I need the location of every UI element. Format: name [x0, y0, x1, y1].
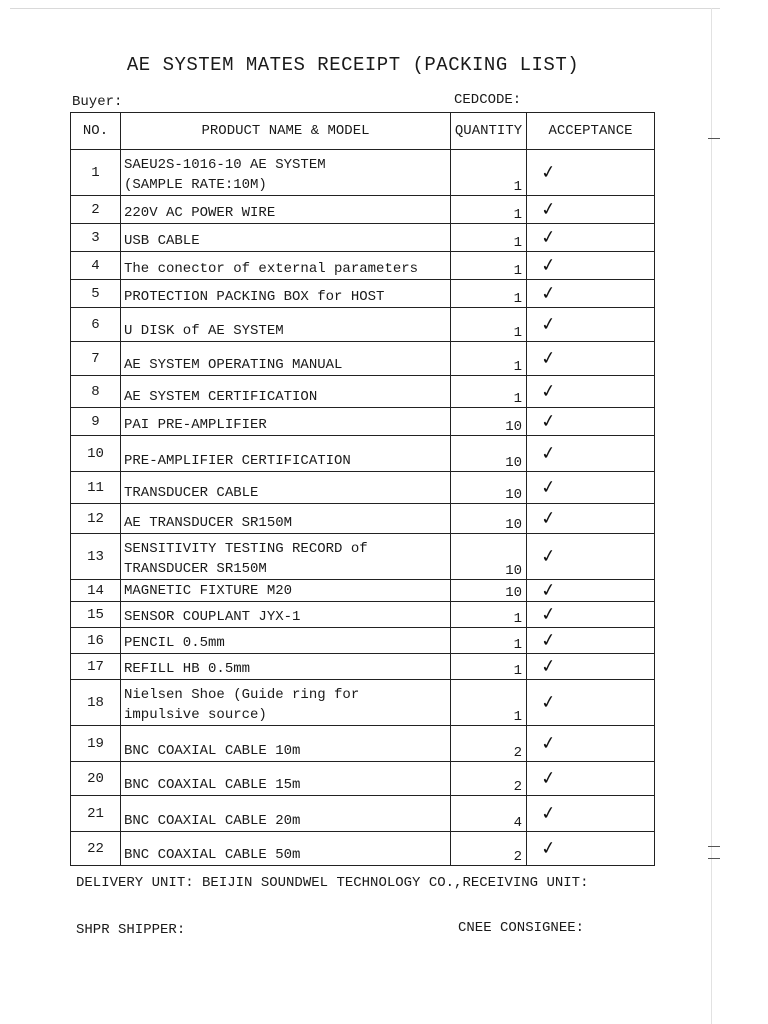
check-mark-icon: ✓: [539, 837, 558, 860]
table-row: [71, 796, 655, 832]
product-name: 220V AC POWER WIRE: [121, 196, 451, 224]
product-name: PENCIL 0.5mm: [121, 628, 451, 654]
header-acceptance: ACCEPTANCE: [527, 113, 655, 150]
consignee-label: CNEE CONSIGNEE:: [458, 920, 585, 936]
quantity: 10: [451, 534, 527, 580]
product-name: BNC COAXIAL CABLE 10m: [121, 726, 451, 762]
quantity: 10: [451, 504, 527, 534]
acceptance-cell: [527, 150, 655, 196]
table-row: [71, 224, 655, 252]
product-name: REFILL HB 0.5mm: [121, 654, 451, 680]
row-number: 5: [71, 280, 121, 308]
acceptance-cell: [527, 580, 655, 602]
quantity: 1: [451, 602, 527, 628]
row-number: 14: [71, 580, 121, 602]
acceptance-cell: [527, 762, 655, 796]
quantity: 2: [451, 762, 527, 796]
margin-mark: [708, 846, 720, 847]
product-name: The conector of external parameters: [121, 252, 451, 280]
quantity: 1: [451, 224, 527, 252]
table-row: [71, 196, 655, 224]
quantity: 1: [451, 376, 527, 408]
table-row: [71, 602, 655, 628]
check-mark-icon: ✓: [539, 732, 558, 755]
check-mark-icon: ✓: [539, 226, 558, 249]
quantity: 1: [451, 150, 527, 196]
acceptance-cell: [527, 342, 655, 376]
page-edge: [10, 8, 720, 9]
quantity: 2: [451, 726, 527, 762]
product-name: TRANSDUCER CABLE: [121, 472, 451, 504]
row-number: 20: [71, 762, 121, 796]
margin-mark: [708, 858, 720, 859]
acceptance-cell: [527, 436, 655, 472]
check-mark-icon: ✓: [539, 802, 558, 825]
table-row: [71, 150, 655, 196]
row-number: 22: [71, 832, 121, 866]
table-row: [71, 534, 655, 580]
acceptance-cell: [527, 796, 655, 832]
delivery-unit: DELIVERY UNIT: BEIJIN SOUNDWEL TECHNOLOGY CO.,RECEIVING UNIT:: [76, 875, 589, 891]
header-quantity: QUANTITY: [451, 113, 527, 150]
quantity: 1: [451, 308, 527, 342]
check-mark-icon: ✓: [539, 347, 558, 370]
acceptance-cell: [527, 726, 655, 762]
quantity: 10: [451, 436, 527, 472]
row-number: 6: [71, 308, 121, 342]
acceptance-cell: [527, 408, 655, 436]
acceptance-cell: [527, 252, 655, 280]
product-name: BNC COAXIAL CABLE 20m: [121, 796, 451, 832]
table-row: [71, 654, 655, 680]
acceptance-cell: [527, 376, 655, 408]
check-mark-icon: ✓: [539, 691, 558, 714]
table-row: [71, 832, 655, 866]
check-mark-icon: ✓: [539, 767, 558, 790]
acceptance-cell: [527, 680, 655, 726]
row-number: 9: [71, 408, 121, 436]
margin-mark: [708, 138, 720, 139]
table-row: [71, 726, 655, 762]
table-row: [71, 436, 655, 472]
page-edge-right: [711, 8, 712, 1024]
acceptance-cell: [527, 628, 655, 654]
header-product: PRODUCT NAME & MODEL: [121, 113, 451, 150]
check-mark-icon: ✓: [539, 161, 558, 184]
buyer-label: Buyer:: [72, 94, 123, 110]
header-no: NO.: [71, 113, 121, 150]
shipper-label: SHPR SHIPPER:: [76, 922, 186, 938]
table-row: [71, 342, 655, 376]
quantity: 1: [451, 342, 527, 376]
product-name: PAI PRE-AMPLIFIER: [121, 408, 451, 436]
packing-list-table: [70, 112, 655, 866]
product-name: BNC COAXIAL CABLE 50m: [121, 832, 451, 866]
check-mark-icon: ✓: [539, 579, 558, 602]
quantity: 1: [451, 252, 527, 280]
table-row: [71, 472, 655, 504]
quantity: 1: [451, 196, 527, 224]
table-row: [71, 504, 655, 534]
quantity: 10: [451, 408, 527, 436]
table-row: [71, 628, 655, 654]
acceptance-cell: [527, 534, 655, 580]
check-mark-icon: ✓: [539, 507, 558, 530]
quantity: 10: [451, 580, 527, 602]
product-name: SAEU2S-1016-10 AE SYSTEM (SAMPLE RATE:10M): [121, 150, 451, 196]
product-name: MAGNETIC FIXTURE M20: [121, 580, 451, 602]
acceptance-cell: [527, 224, 655, 252]
table-body: [71, 150, 655, 866]
row-number: 8: [71, 376, 121, 408]
quantity: 10: [451, 472, 527, 504]
product-name: AE SYSTEM CERTIFICATION: [121, 376, 451, 408]
row-number: 10: [71, 436, 121, 472]
quantity: 1: [451, 628, 527, 654]
product-name: SENSITIVITY TESTING RECORD of TRANSDUCER SR150M: [121, 534, 451, 580]
check-mark-icon: ✓: [539, 313, 558, 336]
row-number: 7: [71, 342, 121, 376]
row-number: 16: [71, 628, 121, 654]
row-number: 11: [71, 472, 121, 504]
acceptance-cell: [527, 308, 655, 342]
table-row: [71, 280, 655, 308]
row-number: 3: [71, 224, 121, 252]
acceptance-cell: [527, 504, 655, 534]
acceptance-cell: [527, 280, 655, 308]
table-row: [71, 762, 655, 796]
check-mark-icon: ✓: [539, 603, 558, 626]
product-name: AE TRANSDUCER SR150M: [121, 504, 451, 534]
check-mark-icon: ✓: [539, 629, 558, 652]
row-number: 4: [71, 252, 121, 280]
row-number: 17: [71, 654, 121, 680]
quantity: 1: [451, 654, 527, 680]
check-mark-icon: ✓: [539, 282, 558, 305]
check-mark-icon: ✓: [539, 198, 558, 221]
check-mark-icon: ✓: [539, 380, 558, 403]
table-row: [71, 408, 655, 436]
row-number: 13: [71, 534, 121, 580]
table-row: [71, 580, 655, 602]
table-row: [71, 680, 655, 726]
row-number: 15: [71, 602, 121, 628]
quantity: 1: [451, 280, 527, 308]
cedcode-label: CEDCODE:: [454, 92, 522, 108]
document-title: AE SYSTEM MATES RECEIPT (PACKING LIST): [126, 54, 580, 76]
quantity: 4: [451, 796, 527, 832]
row-number: 19: [71, 726, 121, 762]
product-name: AE SYSTEM OPERATING MANUAL: [121, 342, 451, 376]
row-number: 12: [71, 504, 121, 534]
table-row: [71, 308, 655, 342]
product-name: SENSOR COUPLANT JYX-1: [121, 602, 451, 628]
product-name: USB CABLE: [121, 224, 451, 252]
product-name: PRE-AMPLIFIER CERTIFICATION: [121, 436, 451, 472]
check-mark-icon: ✓: [539, 545, 558, 568]
check-mark-icon: ✓: [539, 410, 558, 433]
check-mark-icon: ✓: [539, 476, 558, 499]
table-row: [71, 376, 655, 408]
row-number: 2: [71, 196, 121, 224]
check-mark-icon: ✓: [539, 254, 558, 277]
product-name: BNC COAXIAL CABLE 15m: [121, 762, 451, 796]
product-name: U DISK of AE SYSTEM: [121, 308, 451, 342]
check-mark-icon: ✓: [539, 442, 558, 465]
quantity: 2: [451, 832, 527, 866]
row-number: 1: [71, 150, 121, 196]
acceptance-cell: [527, 602, 655, 628]
quantity: 1: [451, 680, 527, 726]
table-row: [71, 252, 655, 280]
table-header-row: [71, 113, 655, 150]
acceptance-cell: [527, 654, 655, 680]
row-number: 18: [71, 680, 121, 726]
row-number: 21: [71, 796, 121, 832]
product-name: Nielsen Shoe (Guide ring for impulsive source): [121, 680, 451, 726]
check-mark-icon: ✓: [539, 655, 558, 678]
acceptance-cell: [527, 472, 655, 504]
product-name: PROTECTION PACKING BOX for HOST: [121, 280, 451, 308]
acceptance-cell: [527, 832, 655, 866]
acceptance-cell: [527, 196, 655, 224]
